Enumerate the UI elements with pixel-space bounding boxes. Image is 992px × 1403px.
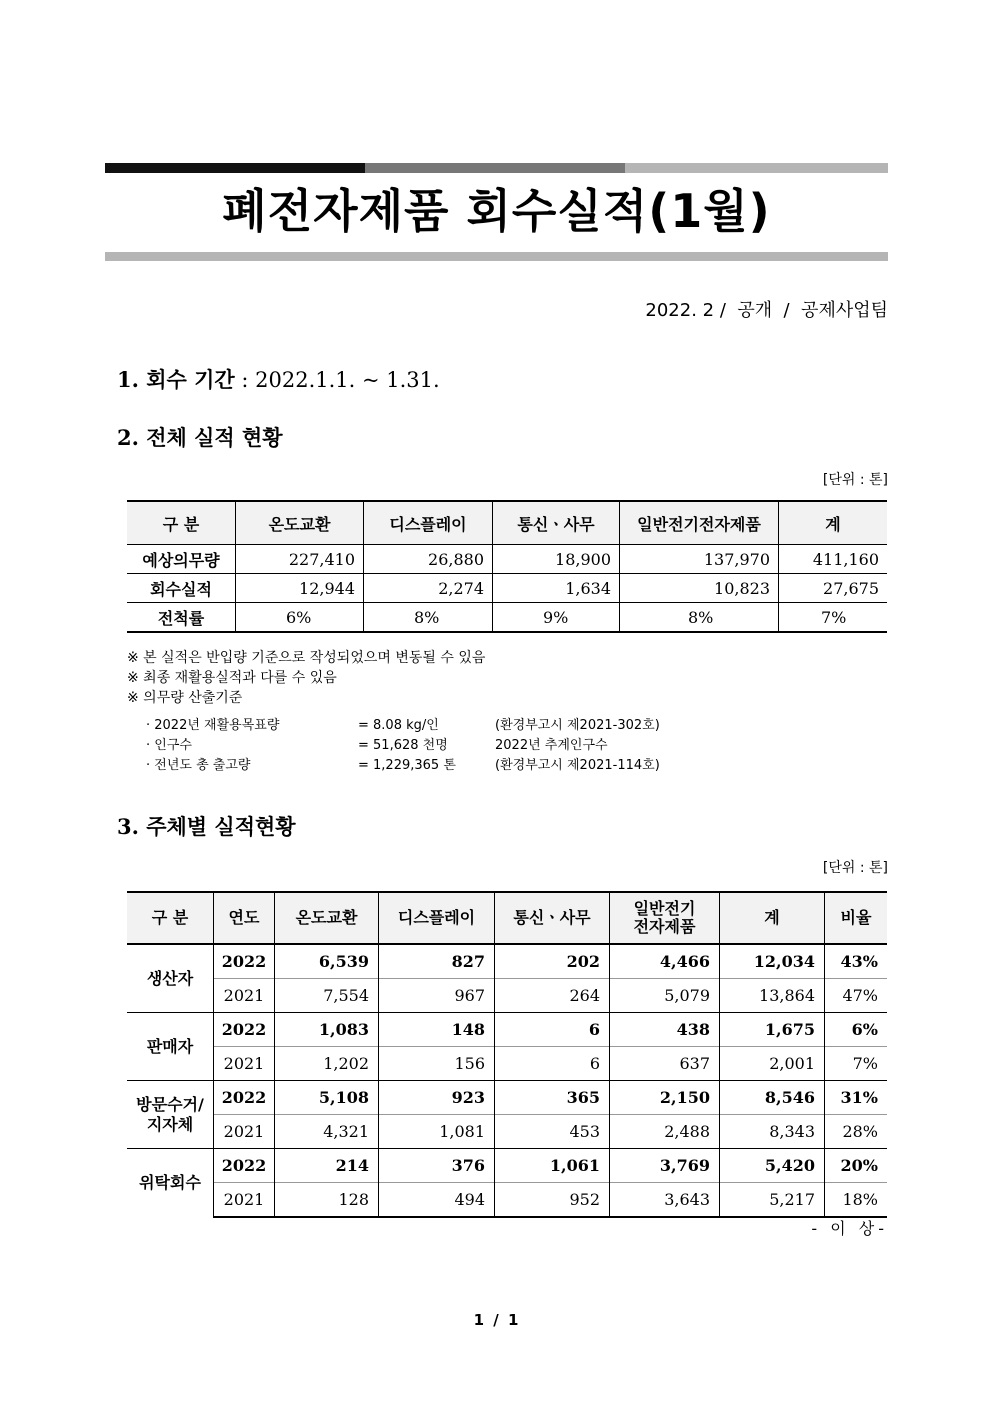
cell: 148: [379, 1013, 495, 1047]
cell: 202: [495, 944, 610, 979]
table-row: [127, 979, 887, 1013]
cell: 4,321: [275, 1115, 379, 1149]
cell: 453: [495, 1115, 610, 1149]
unit-label: [단위 : 톤]: [822, 472, 888, 488]
group-label: 방문수거/ 지자체: [127, 1081, 214, 1149]
cell: 31%: [825, 1081, 888, 1115]
column-header: 통신ㆍ사무: [493, 501, 620, 545]
column-header: 디스플레이: [364, 501, 493, 545]
cell: 2,274: [364, 574, 493, 603]
basis-row: [146, 756, 660, 776]
end-mark: - 이 상-: [811, 1219, 888, 1238]
cell: 137,970: [620, 545, 779, 574]
cell: 8%: [620, 603, 779, 633]
cell: 5,079: [610, 979, 720, 1013]
header-bar-dark: [105, 163, 365, 173]
note-item: ※ 의무량 산출기준: [127, 690, 243, 706]
column-header: 디스플레이: [379, 892, 495, 944]
column-header: 구 분: [127, 892, 214, 944]
cell: 1,081: [379, 1115, 495, 1149]
basis-value: = 8.08 kg/인: [358, 718, 439, 733]
cell: 923: [379, 1081, 495, 1115]
cell: 6,539: [275, 944, 379, 979]
table-header-row: [127, 892, 887, 944]
year-cell: 2022: [214, 1149, 275, 1183]
cell: 8%: [364, 603, 493, 633]
group-label: 판매자: [127, 1013, 214, 1081]
cell: 156: [379, 1047, 495, 1081]
year-cell: 2021: [214, 979, 275, 1013]
cell: 3,643: [610, 1183, 720, 1218]
cell: 20%: [825, 1149, 888, 1183]
cell: 6%: [236, 603, 364, 633]
basis-value: = 1,229,365 톤: [358, 758, 456, 773]
column-header: 연도: [214, 892, 275, 944]
cell: 28%: [825, 1115, 888, 1149]
basis-source: (환경부고시 제2021-302호): [495, 718, 660, 733]
cell: 827: [379, 944, 495, 979]
cell: 5,420: [720, 1149, 825, 1183]
cell: 1,202: [275, 1047, 379, 1081]
column-header: 통신ㆍ사무: [495, 892, 610, 944]
year-cell: 2022: [214, 1013, 275, 1047]
cell: 4,466: [610, 944, 720, 979]
row-label: 예상의무량: [127, 545, 236, 574]
cell: 952: [495, 1183, 610, 1218]
year-cell: 2021: [214, 1047, 275, 1081]
unit-label: [단위 : 톤]: [822, 860, 888, 876]
header-bar-mid: [365, 163, 625, 173]
cell: 7%: [825, 1047, 888, 1081]
cell: 214: [275, 1149, 379, 1183]
table-row: [127, 1081, 887, 1115]
cell: 128: [275, 1183, 379, 1218]
column-header: 온도교환: [236, 501, 364, 545]
cell: 6: [495, 1047, 610, 1081]
cell: 12,034: [720, 944, 825, 979]
year-cell: 2022: [214, 944, 275, 979]
table-row: [127, 1115, 887, 1149]
table-header-row: [127, 501, 887, 545]
cell: 13,864: [720, 979, 825, 1013]
table-row: [127, 1013, 887, 1047]
table-row: [127, 1047, 887, 1081]
cell: 9%: [493, 603, 620, 633]
basis-item: · 2022년 재활용목표량: [146, 718, 280, 733]
cell: 18,900: [493, 545, 620, 574]
basis-row: [146, 736, 660, 756]
overall-table: [127, 500, 887, 633]
column-header: 구 분: [127, 501, 236, 545]
basis-list: [146, 716, 660, 776]
cell: 411,160: [779, 545, 888, 574]
cell: 18%: [825, 1183, 888, 1218]
cell: 438: [610, 1013, 720, 1047]
by-entity-table: [127, 891, 887, 1218]
section1-period: : 2022.1.1. ~ 1.31.: [234, 368, 440, 392]
cell: 1,083: [275, 1013, 379, 1047]
table-row: [127, 574, 887, 603]
cell: 2,150: [610, 1081, 720, 1115]
section1: [117, 366, 440, 394]
cell: 227,410: [236, 545, 364, 574]
cell: 26,880: [364, 545, 493, 574]
column-header: 비율: [825, 892, 888, 944]
year-cell: 2021: [214, 1115, 275, 1149]
page-title: 폐전자제품 회수실적(1월): [222, 184, 771, 238]
cell: 1,675: [720, 1013, 825, 1047]
table-row: [127, 603, 887, 633]
header-bar: [105, 163, 888, 173]
title-underline: [105, 252, 888, 261]
basis-item: · 인구수: [146, 738, 192, 753]
cell: 2,001: [720, 1047, 825, 1081]
cell: 8,343: [720, 1115, 825, 1149]
cell: 494: [379, 1183, 495, 1218]
row-label: 전척률: [127, 603, 236, 633]
cell: 967: [379, 979, 495, 1013]
cell: 8,546: [720, 1081, 825, 1115]
note-item: ※ 최종 재활용실적과 다를 수 있음: [127, 670, 337, 686]
cell: 6%: [825, 1013, 888, 1047]
table-row: [127, 1183, 887, 1218]
cell: 12,944: [236, 574, 364, 603]
cell: 3,769: [610, 1149, 720, 1183]
column-header: 온도교환: [275, 892, 379, 944]
note-item: ※ 본 실적은 반입량 기준으로 작성되었으며 변동될 수 있음: [127, 650, 486, 666]
cell: 365: [495, 1081, 610, 1115]
cell: 376: [379, 1149, 495, 1183]
cell: 27,675: [779, 574, 888, 603]
group-label: 생산자: [127, 944, 214, 1013]
cell: 1,634: [493, 574, 620, 603]
table-row: [127, 545, 887, 574]
basis-row: [146, 716, 660, 736]
dateline: 2022. 2 / 공개 / 공제사업팀: [645, 300, 888, 321]
cell: 5,217: [720, 1183, 825, 1218]
column-header: 계: [779, 501, 888, 545]
cell: 5,108: [275, 1081, 379, 1115]
cell: 47%: [825, 979, 888, 1013]
header-bar-light: [625, 163, 888, 173]
year-cell: 2022: [214, 1081, 275, 1115]
table-row: [127, 1149, 887, 1183]
cell: 264: [495, 979, 610, 1013]
section3-heading: 3. 주체별 실적현황: [117, 814, 296, 839]
section2-heading: 2. 전체 실적 현황: [117, 425, 283, 450]
year-cell: 2021: [214, 1183, 275, 1218]
basis-value: = 51,628 천명: [358, 738, 448, 753]
cell: 7,554: [275, 979, 379, 1013]
column-header: 일반전기 전자제품: [610, 892, 720, 944]
column-header: 일반전기전자제품: [620, 501, 779, 545]
cell: 2,488: [610, 1115, 720, 1149]
cell: 6: [495, 1013, 610, 1047]
cell: 7%: [779, 603, 888, 633]
cell: 637: [610, 1047, 720, 1081]
group-label: 위탁회수: [127, 1149, 214, 1218]
basis-source: 2022년 추계인구수: [495, 738, 608, 753]
page-number: 1 / 1: [473, 1311, 519, 1329]
notes: [127, 648, 485, 708]
column-header: 계: [720, 892, 825, 944]
row-label: 회수실적: [127, 574, 236, 603]
cell: 10,823: [620, 574, 779, 603]
cell: 1,061: [495, 1149, 610, 1183]
basis-source: (환경부고시 제2021-114호): [495, 758, 660, 773]
cell: 43%: [825, 944, 888, 979]
basis-item: · 전년도 총 출고량: [146, 758, 251, 773]
table-row: [127, 944, 887, 979]
section1-heading: 1. 회수 기간: [117, 367, 235, 392]
